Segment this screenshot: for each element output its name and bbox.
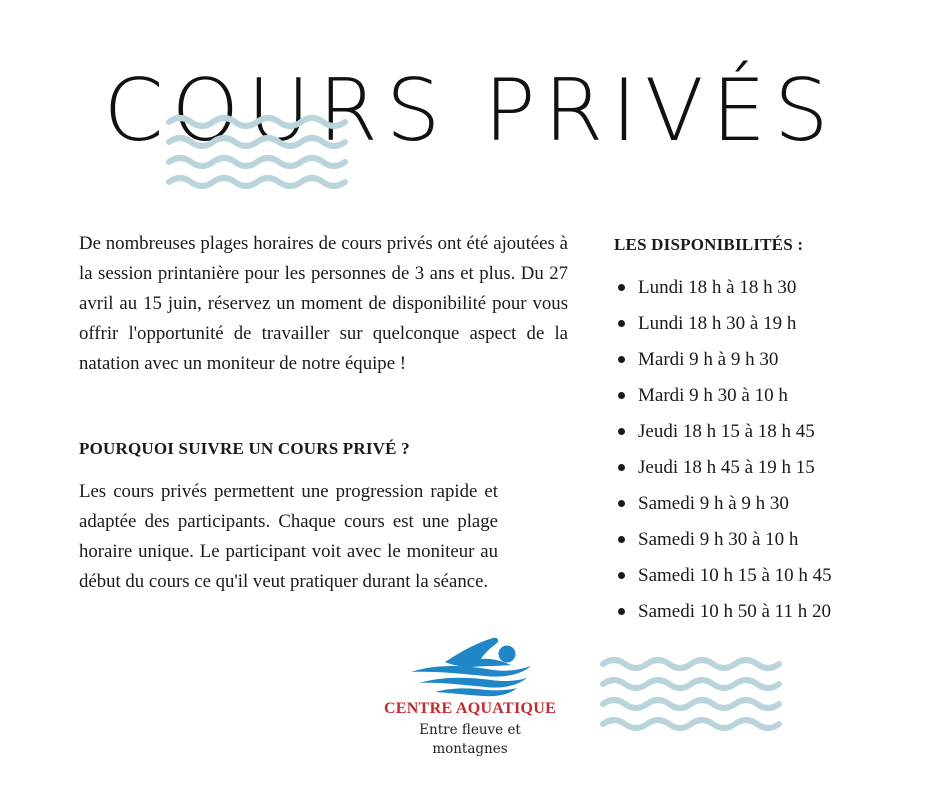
list-item: Samedi 10 h 50 à 11 h 20 <box>614 596 832 632</box>
bullet-icon <box>618 536 625 543</box>
bullet-icon <box>618 428 625 435</box>
bullet-icon <box>618 356 625 363</box>
availability-list <box>614 272 832 632</box>
list-item: Mardi 9 h à 9 h 30 <box>614 344 832 380</box>
intro-paragraph: De nombreuses plages horaires de cours privés ont été ajoutées à la session printanière pour les personnes de 3 ans et plus. Du 27 avril au 15 juin, réservez un moment de disponibilité pour vous offrir l'opportunité de travailler sur quelconque aspect de la natation avec un moniteur de notre équipe ! <box>79 233 568 374</box>
bullet-icon <box>618 284 625 291</box>
why-paragraph: Les cours privés permettent une progression rapide et adaptée des participants. Chaque cours est une plage horaire unique. Le participant voit avec le moniteur au début du cours ce qu'il veut pratiquer durant la séance. <box>79 481 498 592</box>
page-title: COURS PRIVÉS <box>103 61 837 161</box>
bullet-icon <box>618 392 625 399</box>
list-item: Samedi 10 h 15 à 10 h 45 <box>614 560 832 596</box>
list-item: Jeudi 18 h 15 à 18 h 45 <box>614 416 832 452</box>
logo <box>372 628 568 759</box>
list-item: Lundi 18 h 30 à 19 h <box>614 308 832 344</box>
bullet-icon <box>618 608 625 615</box>
logo-subtitle: Entre fleuve et montagnes <box>419 722 521 757</box>
bullet-icon <box>618 320 625 327</box>
list-item: Mardi 9 h 30 à 10 h <box>614 380 832 416</box>
list-item: Samedi 9 h à 9 h 30 <box>614 488 832 524</box>
logo-name: CENTRE AQUATIQUE <box>383 700 557 717</box>
why-heading: POURQUOI SUIVRE UN COURS PRIVÉ ? <box>79 439 410 458</box>
water-waves-icon <box>600 654 786 736</box>
availability-heading: LES DISPONIBILITÉS : <box>614 235 804 254</box>
bullet-icon <box>618 500 625 507</box>
water-waves-icon <box>166 112 352 194</box>
bullet-icon <box>618 572 625 579</box>
swimmer-icon <box>405 628 535 698</box>
list-item: Samedi 9 h 30 à 10 h <box>614 524 832 560</box>
list-item: Lundi 18 h à 18 h 30 <box>614 272 832 308</box>
bullet-icon <box>618 464 625 471</box>
list-item: Jeudi 18 h 45 à 19 h 15 <box>614 452 832 488</box>
